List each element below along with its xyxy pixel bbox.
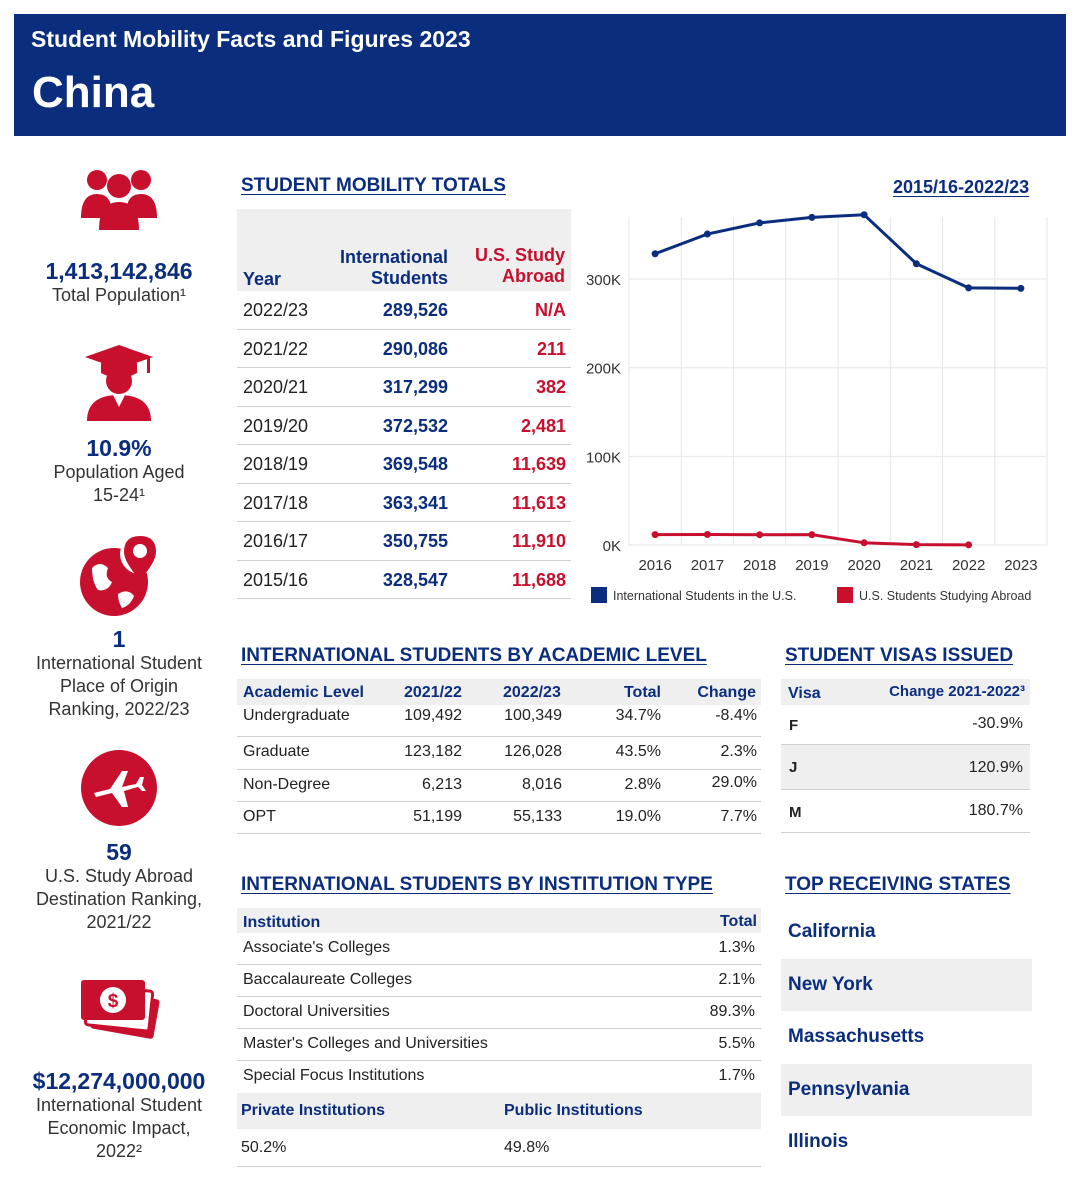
col-2022: 2022/23 [503, 684, 561, 701]
stat-economic-impact [14, 976, 224, 1163]
table-row [237, 1029, 761, 1061]
year: 2021/22 [243, 338, 309, 359]
data-point [1017, 285, 1024, 292]
intl-count: 317,299 [382, 377, 448, 397]
col-abroad-2: Abroad [502, 266, 565, 286]
private-label: Private Institutions [241, 1102, 386, 1119]
value-2021: 51,199 [413, 808, 462, 825]
visa-type: M [789, 804, 802, 821]
table-row [237, 965, 761, 997]
data-point [704, 231, 711, 238]
data-point [861, 211, 868, 218]
academic-title: INTERNATIONAL STUDENTS BY ACADEMIC LEVEL [241, 645, 707, 666]
data-point [965, 541, 972, 548]
abroad-count: 382 [535, 377, 566, 397]
totals-range: 2015/16-2022/23 [893, 177, 1030, 197]
table-row [781, 790, 1030, 833]
institution-total: 5.5% [718, 1035, 755, 1052]
level: Graduate [243, 743, 310, 760]
col-total: Total [623, 684, 661, 701]
x-tick-label: 2022 [951, 557, 986, 574]
change: 7.7% [720, 808, 757, 825]
table-row [237, 368, 571, 407]
value-2022: 8,016 [521, 776, 562, 793]
abroad-count: N/A [535, 300, 566, 320]
list-item [781, 906, 1032, 959]
data-point [756, 219, 763, 226]
people-group-icon [79, 166, 159, 230]
stat-population [14, 166, 224, 307]
table-row [237, 291, 571, 330]
globe-pin-icon [78, 532, 160, 618]
abroad-count: 211 [536, 338, 566, 359]
stat-label: International Student Economic Impact, 2022² [35, 1095, 203, 1161]
data-point [913, 260, 920, 267]
institution-name: Doctoral Universities [243, 1003, 390, 1020]
stat-value: 10.9% [86, 435, 152, 461]
value-2022: 55,133 [513, 808, 562, 825]
data-point [756, 531, 763, 538]
stat-value: 1,413,142,846 [45, 258, 193, 284]
col-visa: Visa [788, 685, 821, 702]
visa-type: J [789, 759, 798, 776]
total: 19.0% [615, 808, 661, 825]
totals-title: STUDENT MOBILITY TOTALS [241, 175, 506, 196]
table-row [237, 330, 571, 369]
svg-text:$: $ [107, 991, 119, 1012]
value-2022: 100,349 [504, 707, 562, 724]
data-point [652, 531, 659, 538]
intl-count: 290,086 [382, 338, 448, 359]
stat-label: Population Aged 15-24¹ [53, 462, 185, 505]
stat-value: 1 [112, 626, 126, 652]
institution-total: 89.3% [709, 1003, 755, 1020]
state-name: Massachusetts [788, 1026, 925, 1047]
value-2021: 109,492 [404, 707, 462, 724]
stat-youth [14, 343, 224, 507]
table-row [237, 445, 571, 484]
abroad-count: 11,613 [511, 492, 566, 513]
visas-header [781, 679, 1030, 705]
private-value: 50.2% [241, 1139, 287, 1156]
legend-swatch [591, 587, 607, 603]
table-row [237, 1061, 761, 1093]
mobility-line-chart [575, 205, 1055, 615]
abroad-count: 11,910 [511, 531, 566, 551]
states-title: TOP RECEIVING STATES [785, 874, 1011, 895]
total: 2.8% [624, 776, 661, 793]
totals-table [237, 209, 571, 599]
stat-value: $12,274,000,000 [32, 1068, 206, 1094]
abroad-count: 11,639 [511, 454, 566, 474]
table-row [237, 484, 571, 523]
col-change: Change 2021-2022³ [889, 683, 1025, 700]
data-point [965, 284, 972, 291]
year: 2020/21 [243, 377, 309, 397]
visa-change: 180.7% [968, 802, 1023, 819]
academic-table [237, 679, 761, 834]
table-row [781, 705, 1030, 745]
stat-label: U.S. Study Abroad Destination Ranking, 2021/22 [35, 866, 203, 932]
col-institution: Institution [243, 914, 321, 931]
x-tick-label: 2023 [1004, 557, 1038, 574]
money-icon [77, 976, 161, 1046]
state-name: New York [788, 973, 873, 995]
level: OPT [243, 808, 276, 825]
data-point [808, 214, 815, 221]
table-row [237, 561, 571, 600]
total: 43.5% [615, 743, 661, 760]
legend-label: U.S. Students Studying Abroad [859, 589, 1032, 603]
year: 2018/19 [243, 454, 309, 474]
visa-change: 120.9% [968, 759, 1023, 776]
y-tick-label: 200K [585, 360, 621, 378]
col-level: Academic Level [243, 684, 364, 701]
visa-type: F [789, 717, 799, 734]
institution-name: Associate's Colleges [243, 939, 391, 956]
institution-total: 2.1% [718, 971, 755, 988]
institution-header [237, 908, 761, 933]
x-tick-label: 2019 [795, 557, 829, 574]
country-title: China [32, 68, 155, 117]
state-name: Illinois [788, 1131, 849, 1152]
intl-count: 369,548 [382, 454, 448, 474]
col-2021: 2021/22 [404, 684, 462, 701]
stat-value: 59 [106, 839, 132, 865]
totals-header [237, 209, 571, 291]
year: 2022/23 [243, 300, 309, 320]
graduate-icon [83, 343, 155, 421]
institution-table [237, 908, 761, 1167]
public-value: 49.8% [504, 1139, 550, 1156]
col-abroad-1: U.S. Study [474, 245, 565, 265]
year: 2019/20 [243, 415, 309, 436]
col-year: Year [243, 269, 282, 289]
total: 34.7% [615, 707, 661, 724]
stat-origin-ranking [14, 532, 224, 721]
abroad-count: 11,688 [511, 569, 566, 590]
table-row [237, 1129, 761, 1167]
abroad-count: 2,481 [520, 415, 566, 436]
list-item [781, 959, 1032, 1012]
col-intl-2: Students [370, 268, 448, 288]
change: -8.4% [715, 707, 757, 724]
state-name: Pennsylvania [788, 1078, 910, 1100]
list-item [781, 1116, 1032, 1169]
x-tick-label: 2020 [847, 557, 881, 574]
list-item [781, 1064, 1032, 1117]
year: 2017/18 [243, 492, 309, 513]
y-tick-label: 100K [585, 449, 621, 467]
x-tick-label: 2017 [690, 557, 725, 574]
table-row [237, 770, 761, 802]
intl-count: 350,755 [382, 531, 448, 551]
y-tick-label: 300K [585, 272, 621, 290]
institution-title: INTERNATIONAL STUDENTS BY INSTITUTION TYPE [241, 874, 713, 895]
change: 29.0% [711, 774, 757, 791]
list-item [781, 1011, 1032, 1064]
col-total: Total [719, 913, 757, 930]
table-row [237, 705, 761, 737]
table-row [237, 802, 761, 834]
stat-destination-ranking [14, 749, 224, 934]
intl-count: 328,547 [382, 569, 448, 590]
intl-count: 363,341 [382, 492, 448, 513]
data-point [704, 531, 711, 538]
institution-name: Baccalaureate Colleges [243, 971, 412, 988]
stat-label: Total Population¹ [51, 285, 187, 305]
x-tick-label: 2018 [742, 557, 777, 574]
y-tick-label: 0K [602, 538, 621, 555]
visa-change: -30.9% [972, 715, 1023, 732]
change: 2.3% [720, 743, 757, 760]
institution-total: 1.3% [718, 939, 755, 956]
control-header [237, 1093, 761, 1129]
value-2021: 6,213 [421, 776, 462, 793]
institution-name: Master's Colleges and Universities [243, 1035, 488, 1052]
level: Non-Degree [243, 776, 331, 793]
value-2022: 126,028 [504, 743, 562, 760]
header-subtitle: Student Mobility Facts and Figures 2023 [31, 26, 471, 52]
state-name: California [788, 921, 876, 942]
level: Undergraduate [243, 707, 350, 724]
data-point [652, 250, 659, 257]
institution-name: Special Focus Institutions [243, 1067, 425, 1084]
states-list [781, 906, 1032, 1169]
airplane-icon [80, 749, 158, 827]
table-row [781, 745, 1030, 790]
table-row [237, 737, 761, 770]
table-row [237, 997, 761, 1029]
legend-swatch [837, 587, 853, 603]
data-point [913, 541, 920, 548]
value-2021: 123,182 [404, 743, 462, 760]
year: 2015/16 [243, 569, 309, 590]
public-label: Public Institutions [504, 1102, 643, 1119]
page-header [14, 14, 1066, 136]
visas-table [781, 679, 1030, 833]
intl-count: 372,532 [382, 415, 448, 436]
data-point [861, 539, 868, 546]
year: 2016/17 [243, 531, 309, 551]
data-point [808, 531, 815, 538]
academic-header [237, 679, 761, 705]
table-row [237, 522, 571, 561]
stat-label: International Student Place of Origin Ranking, 2022/23 [35, 653, 203, 719]
x-tick-label: 2021 [899, 557, 934, 574]
intl-count: 289,526 [382, 300, 448, 320]
visas-title: STUDENT VISAS ISSUED [785, 645, 1014, 666]
x-tick-label: 2016 [638, 557, 672, 574]
table-row [237, 933, 761, 965]
legend-label: International Students in the U.S. [613, 589, 797, 603]
institution-total: 1.7% [718, 1067, 755, 1084]
col-change: Change [697, 684, 756, 701]
table-row [237, 407, 571, 446]
col-intl-1: International [339, 247, 448, 267]
